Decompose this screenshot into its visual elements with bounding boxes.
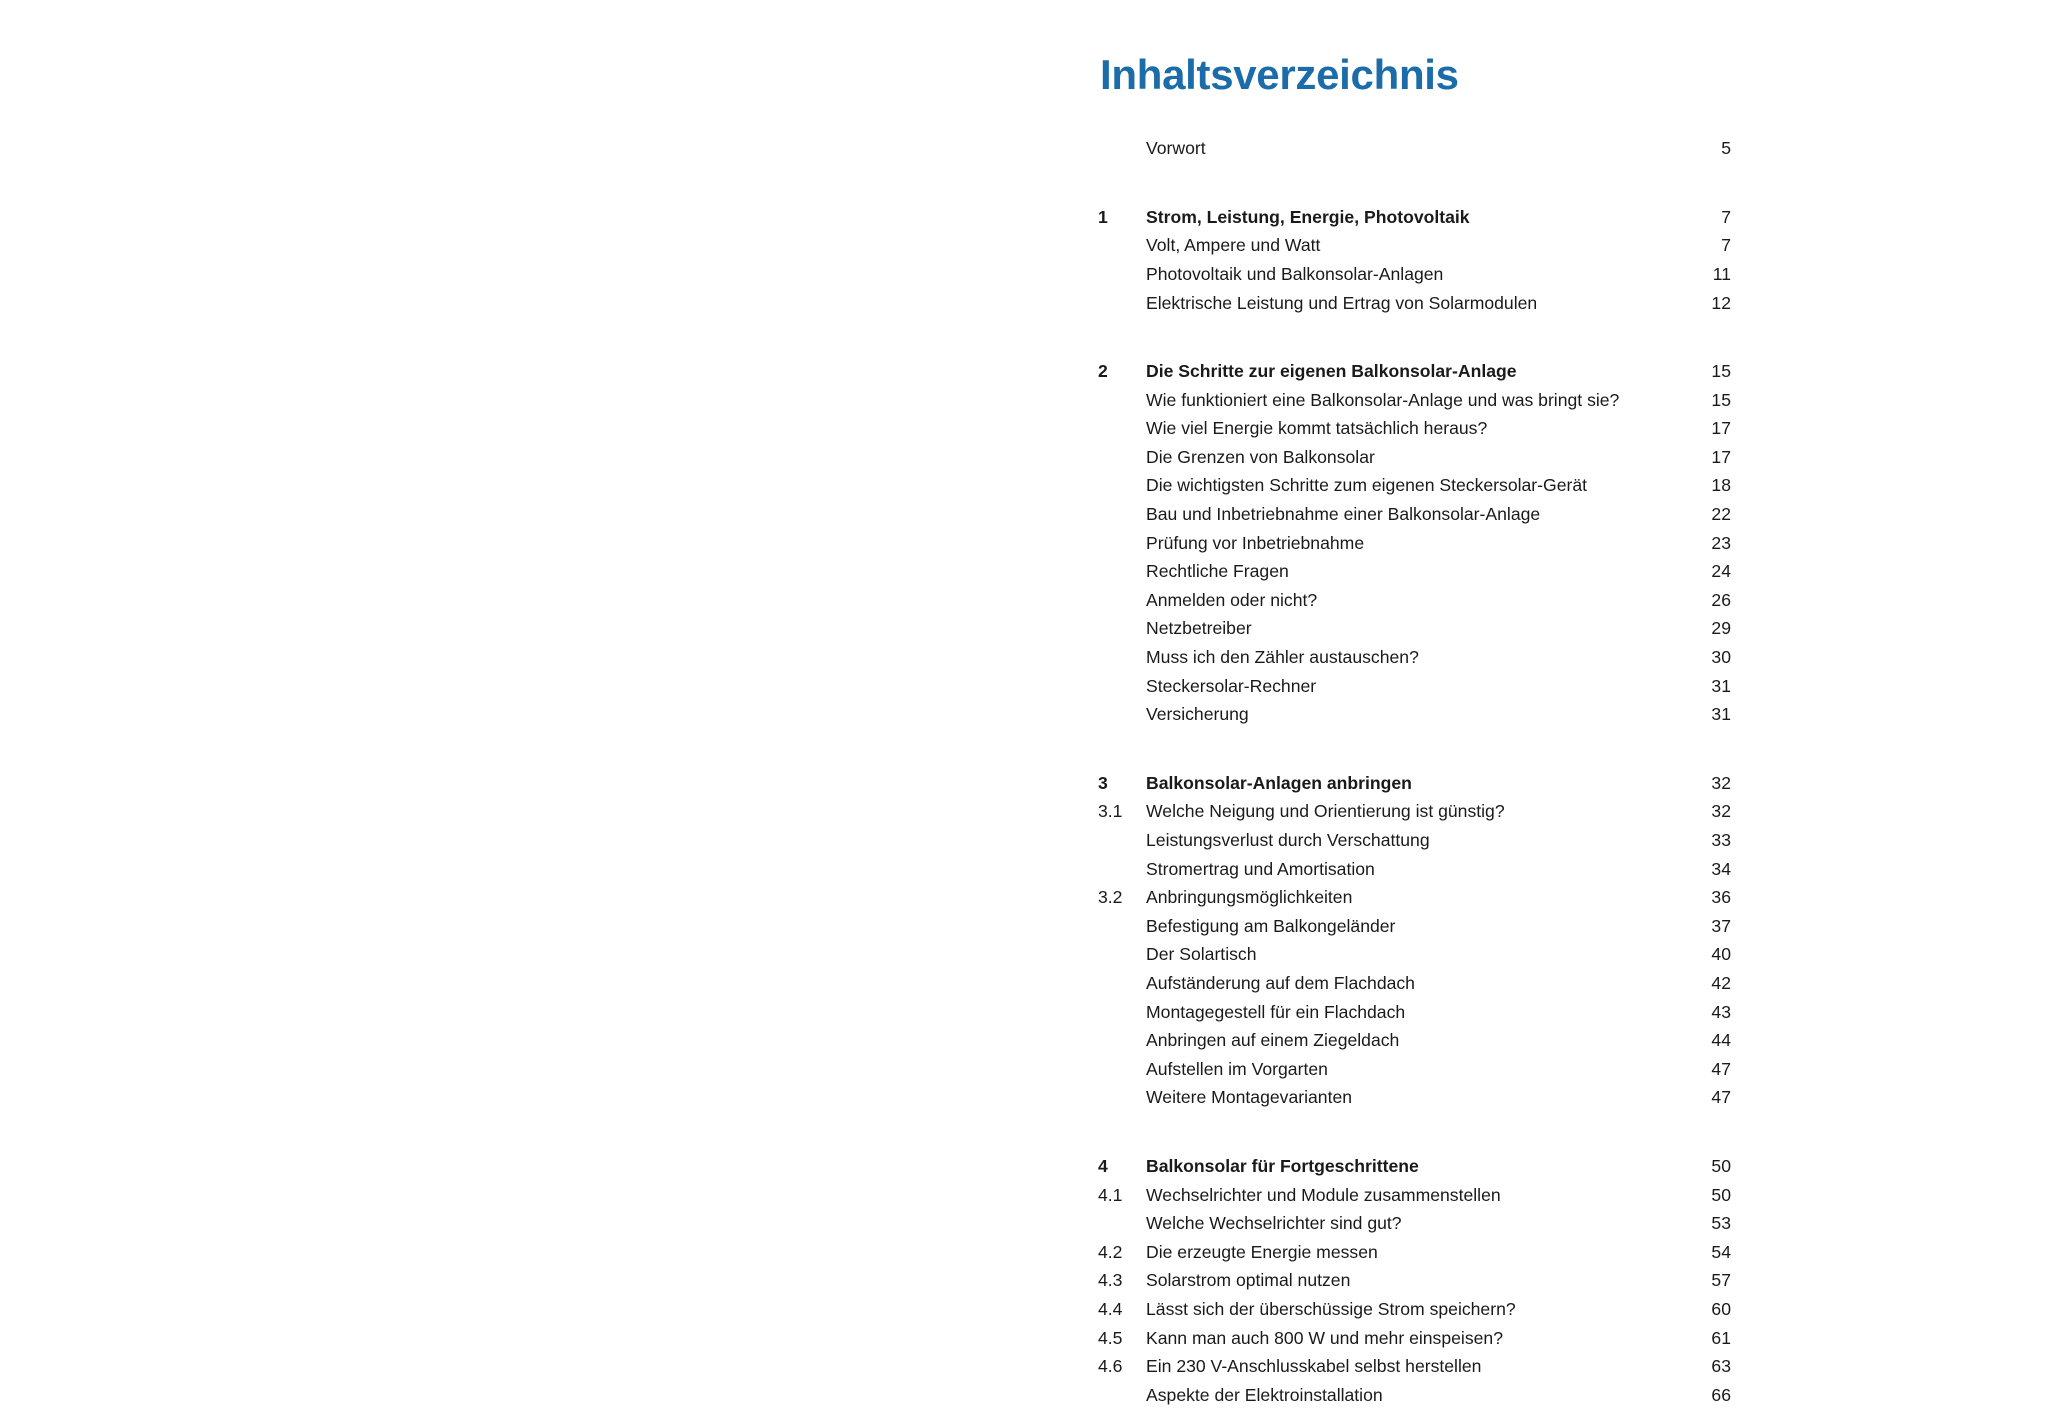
toc-entry-label: Befestigung am Balkongeländer [1146, 915, 1396, 936]
toc-entry-page-number: 50 [1711, 1184, 1731, 1205]
toc-entry-label: Anbringungsmöglichkeiten [1146, 887, 1353, 908]
toc-entry-page-number: 53 [1711, 1213, 1731, 1234]
toc-entry-label: Wechselrichter und Module zusammenstellen [1146, 1184, 1501, 1205]
toc-dot-leader [1264, 943, 1689, 961]
toc-entry-label: Netzbetreiber [1146, 618, 1252, 639]
toc-entry[interactable] [1098, 500, 1731, 529]
toc-entry-label: Aufstellen im Vorgarten [1146, 1058, 1328, 1079]
toc-entry[interactable] [1098, 414, 1731, 443]
toc-entry-number: 4 [1098, 1155, 1108, 1176]
toc-dot-leader [1422, 971, 1688, 989]
toc-entry-page-number: 11 [1712, 263, 1731, 284]
toc-entry-label: Der Solartisch [1146, 944, 1257, 965]
toc-dot-leader [1382, 857, 1688, 875]
toc-entry[interactable] [1098, 1324, 1731, 1353]
table-of-contents [1098, 0, 1738, 1409]
toc-entry-label: Aufständerung auf dem Flachdach [1146, 972, 1415, 993]
toc-dot-leader [1259, 617, 1688, 635]
toc-entry-label: Stromertrag und Amortisation [1146, 858, 1375, 879]
toc-entry[interactable] [1098, 386, 1731, 415]
toc-entry[interactable] [1098, 969, 1731, 998]
toc-dot-leader [1390, 1383, 1688, 1401]
toc-entry[interactable] [1098, 1152, 1731, 1181]
toc-dot-leader [1494, 417, 1688, 435]
toc-entry[interactable] [1098, 231, 1731, 260]
toc-entry[interactable] [1098, 769, 1731, 798]
toc-dot-leader [1320, 234, 1688, 252]
toc-entry-number: 4.6 [1098, 1356, 1123, 1377]
toc-dot-leader [1512, 800, 1688, 818]
toc-entry-label: Leistungsverlust durch Verschattung [1146, 830, 1430, 850]
toc-entry-label: Lässt sich der überschüssige Strom speichern? [1146, 1298, 1516, 1319]
toc-entry-page-number: 43 [1711, 1001, 1731, 1022]
toc-dot-leader [1213, 137, 1688, 155]
toc-dot-leader [1382, 445, 1688, 463]
toc-entry-page-number: 47 [1711, 1087, 1731, 1108]
toc-entry-page-number: 33 [1711, 830, 1731, 850]
toc-entry-label: Welche Wechselrichter sind gut? [1146, 1213, 1402, 1234]
toc-entry-page-number: 5 [1721, 138, 1731, 159]
toc-dot-leader [1426, 1154, 1688, 1172]
toc-entry-label: Welche Neigung und Orientierung ist günstig? [1146, 801, 1505, 822]
toc-dot-leader [1594, 474, 1688, 492]
toc-entry-page-number: 57 [1711, 1270, 1731, 1291]
toc-entry[interactable] [1098, 883, 1731, 912]
toc-entry[interactable] [1098, 1295, 1731, 1324]
toc-entry-page-number: 26 [1711, 589, 1731, 610]
toc-dot-leader [1409, 1212, 1688, 1230]
toc-entry[interactable] [1098, 529, 1731, 558]
toc-entry-page-number: 15 [1711, 361, 1731, 382]
toc-entry[interactable] [1098, 614, 1731, 643]
toc-entry-label: Steckersolar-Rechner [1146, 675, 1317, 696]
toc-entry[interactable] [1098, 557, 1731, 586]
toc-dot-leader [1335, 1057, 1688, 1075]
toc-entry[interactable] [1098, 1381, 1731, 1409]
toc-entry-page-number: 7 [1721, 206, 1731, 227]
toc-entry-page-number: 34 [1711, 858, 1731, 879]
toc-entry-label: Die Schritte zur eigenen Balkonsolar-Anlage [1146, 361, 1517, 382]
toc-entry-label: Vorwort [1146, 138, 1206, 159]
toc-entry-label: Weitere Montagevarianten [1146, 1087, 1353, 1108]
toc-dot-leader [1352, 886, 1688, 904]
toc-entry-label: Balkonsolar-Anlagen anbringen [1146, 772, 1412, 793]
toc-entry-label: Anmelden oder nicht? [1146, 589, 1318, 610]
toc-dot-leader [1256, 703, 1688, 721]
toc-entry[interactable] [1098, 912, 1731, 941]
toc-entry-label: Anbringen auf einem Ziegeldach [1146, 1030, 1400, 1051]
toc-entry[interactable] [1098, 940, 1731, 969]
toc-entry-number: 2 [1098, 361, 1108, 382]
toc-entry-label: Aspekte der Elektroinstallation [1146, 1384, 1383, 1405]
toc-dot-leader [1547, 502, 1688, 520]
toc-entry-label: Versicherung [1146, 704, 1249, 725]
toc-dot-leader [1419, 771, 1688, 789]
toc-entry[interactable] [1098, 1209, 1731, 1238]
toc-entry-page-number: 50 [1711, 1155, 1731, 1176]
toc-entry-page-number: 22 [1711, 504, 1731, 525]
toc-entry-label: Wie viel Energie kommt tatsächlich heraus? [1146, 418, 1488, 439]
toc-entry-number: 4.2 [1098, 1241, 1123, 1262]
toc-entry-label: Photovoltaik und Balkonsolar-Anlagen [1146, 263, 1444, 284]
toc-entry-page-number: 61 [1711, 1327, 1731, 1348]
toc-dot-leader [1357, 1269, 1688, 1287]
toc-dot-leader [1406, 1029, 1688, 1047]
toc-entry-label: Ein 230 V-Anschlusskabel selbst herstellen [1146, 1356, 1482, 1377]
toc-entry-number: 4.1 [1098, 1184, 1123, 1205]
toc-dot-leader [1626, 388, 1688, 406]
toc-entry-page-number: 17 [1711, 446, 1731, 467]
toc-dot-leader [1544, 291, 1688, 309]
toc-entry-page-number: 17 [1711, 418, 1731, 439]
toc-entry-label: Prüfung vor Inbetriebnahme [1146, 532, 1365, 553]
toc-entry-page-number: 42 [1711, 972, 1731, 993]
toc-entry-number: 3.2 [1098, 887, 1123, 908]
toc-dot-leader [1419, 645, 1688, 663]
toc-entry[interactable] [1098, 855, 1731, 884]
toc-entry[interactable] [1098, 1266, 1731, 1295]
toc-dot-leader [1508, 1183, 1688, 1201]
toc-entry-number: 4.5 [1098, 1327, 1123, 1348]
toc-entry[interactable] [1098, 797, 1731, 826]
toc-group [1098, 203, 1738, 317]
toc-entry-page-number: 54 [1711, 1241, 1731, 1262]
toc-group [1098, 769, 1738, 1112]
toc-entry[interactable] [1098, 471, 1731, 500]
toc-entry-page-number: 24 [1711, 561, 1731, 582]
toc-entry-label: Bau und Inbetriebnahme einer Balkonsolar-Anlage [1146, 504, 1541, 525]
toc-entry-page-number: 30 [1711, 647, 1731, 668]
toc-entry-label: Die erzeugte Energie messen [1146, 1241, 1378, 1262]
toc-group [1098, 1152, 1738, 1409]
toc-entry-page-number: 47 [1711, 1058, 1731, 1079]
toc-dot-leader [1324, 588, 1688, 606]
toc-entry-label: Wie funktioniert eine Balkonsolar-Anlage und was bringt sie? [1146, 389, 1620, 410]
toc-entry-page-number: 37 [1711, 915, 1731, 936]
toc-entry[interactable] [1098, 134, 1731, 163]
toc-dot-leader [1488, 1355, 1688, 1373]
toc-entry-label: Muss ich den Zähler austauschen? [1146, 647, 1419, 668]
toc-dot-leader [1510, 1326, 1688, 1344]
toc-entry[interactable] [1098, 643, 1731, 672]
toc-dot-leader [1450, 262, 1688, 280]
toc-entry-page-number: 15 [1711, 389, 1731, 410]
toc-entry-number: 3.1 [1098, 801, 1123, 822]
toc-dot-leader [1359, 1086, 1688, 1104]
toc-entry-page-number: 18 [1711, 475, 1731, 496]
toc-entry-page-number: 31 [1711, 704, 1731, 725]
toc-entry-page-number: 12 [1711, 292, 1731, 313]
toc-entry-page-number: 66 [1711, 1384, 1731, 1405]
toc-dot-leader [1477, 205, 1688, 223]
toc-entry[interactable] [1098, 826, 1731, 855]
toc-entry-number: 4.3 [1098, 1270, 1123, 1291]
toc-dot-leader [1385, 1240, 1688, 1258]
toc-entry[interactable] [1098, 1352, 1731, 1381]
toc-entry[interactable] [1098, 998, 1731, 1027]
toc-entry-label: Montagegestell für ein Flachdach [1146, 1001, 1406, 1022]
toc-entry-page-number: 60 [1711, 1298, 1731, 1319]
toc-entry[interactable] [1098, 586, 1731, 615]
toc-entry-label: Rechtliche Fragen [1146, 561, 1289, 582]
toc-entry[interactable] [1098, 289, 1731, 318]
toc-entry[interactable] [1098, 1238, 1731, 1267]
toc-group [1098, 357, 1738, 729]
toc-entry-page-number: 40 [1711, 944, 1731, 965]
toc-entry[interactable] [1098, 260, 1731, 289]
toc-dot-leader [1316, 674, 1688, 692]
toc-entry-number: 4.4 [1098, 1298, 1123, 1319]
toc-entry[interactable] [1098, 1083, 1731, 1112]
toc-entry-label: Balkonsolar für Fortgeschrittene [1146, 1155, 1419, 1176]
toc-entry[interactable] [1098, 700, 1731, 729]
toc-dot-leader [1412, 1000, 1688, 1018]
toc-entry-number: 1 [1098, 206, 1108, 227]
toc-entry-number: 3 [1098, 772, 1108, 793]
toc-entry[interactable] [1098, 672, 1731, 701]
toc-entry[interactable] [1098, 1181, 1731, 1210]
toc-entry-page-number: 32 [1711, 772, 1731, 793]
toc-entry-list [1098, 134, 1738, 1409]
toc-entry-label: Solarstrom optimal nutzen [1146, 1270, 1351, 1291]
toc-dot-leader [1437, 828, 1688, 846]
toc-entry-page-number: 63 [1711, 1356, 1731, 1377]
toc-entry-page-number: 44 [1711, 1030, 1731, 1051]
toc-entry-page-number: 36 [1711, 887, 1731, 908]
toc-entry-page-number: 29 [1711, 618, 1731, 639]
toc-entry[interactable] [1098, 203, 1731, 232]
toc-entry[interactable] [1098, 443, 1731, 472]
toc-entry-page-number: 32 [1711, 801, 1731, 822]
toc-entry[interactable] [1098, 1026, 1731, 1055]
toc-dot-leader [1517, 360, 1688, 378]
toc-entry-label: Strom, Leistung, Energie, Photovoltaik [1146, 206, 1470, 227]
toc-entry-page-number: 31 [1711, 675, 1731, 696]
toc-entry-label: Die wichtigsten Schritte zum eigenen Steckersolar-Gerät [1146, 475, 1588, 496]
page-title: Inhaltsverzeichnis [1100, 51, 1459, 99]
toc-dot-leader [1523, 1297, 1688, 1315]
toc-dot-leader [1289, 560, 1688, 578]
toc-entry-page-number: 23 [1711, 532, 1731, 553]
toc-entry-page-number: 7 [1721, 235, 1731, 256]
toc-dot-leader [1371, 531, 1688, 549]
toc-entry[interactable] [1098, 357, 1731, 386]
toc-group [1098, 134, 1738, 163]
toc-dot-leader [1402, 914, 1688, 932]
toc-entry-label: Elektrische Leistung und Ertrag von Solarmodulen [1146, 292, 1538, 313]
toc-entry-label: Die Grenzen von Balkonsolar [1146, 446, 1375, 467]
toc-entry-label: Volt, Ampere und Watt [1146, 235, 1321, 256]
toc-entry-label: Kann man auch 800 W und mehr einspeisen? [1146, 1327, 1503, 1348]
toc-entry[interactable] [1098, 1055, 1731, 1084]
